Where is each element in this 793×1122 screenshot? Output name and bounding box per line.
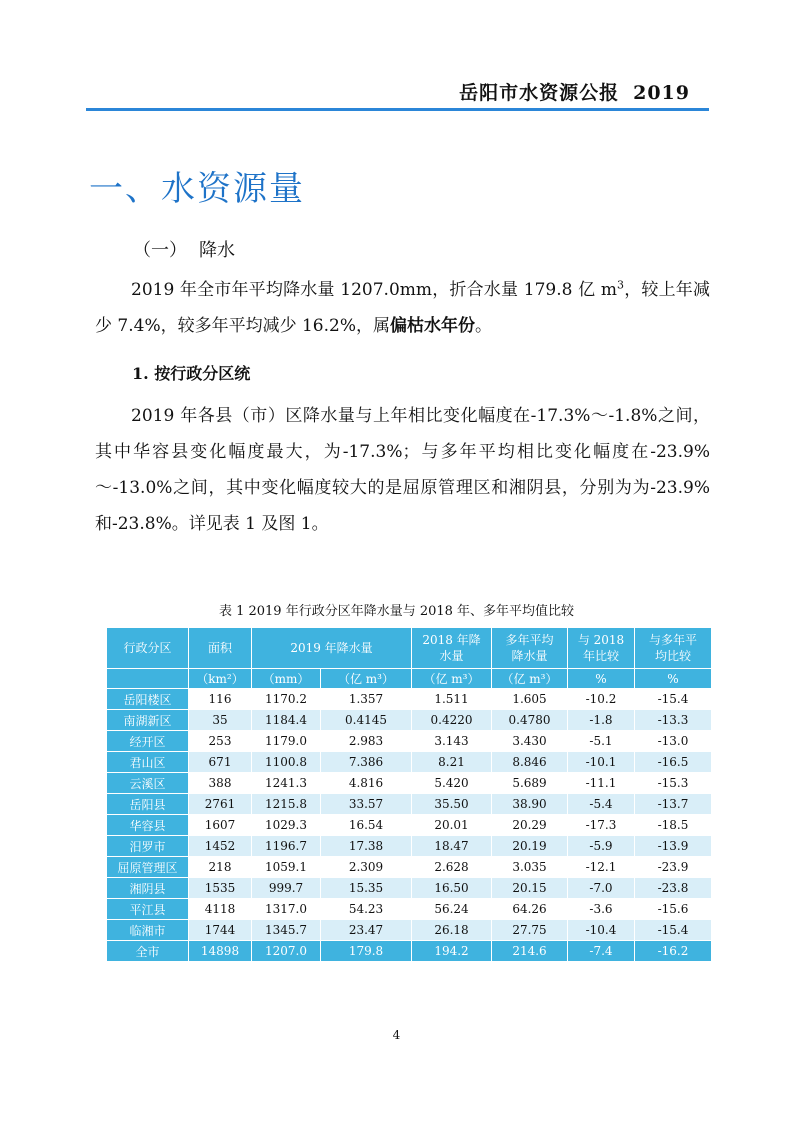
table-row [107,836,712,857]
region-name-cell: 岳阳楼区 [107,689,189,710]
value-cell: 2.309 [321,857,412,878]
value-cell: 2.628 [412,857,492,878]
value-cell: -3.6 [568,899,635,920]
header-area: 面积 [189,628,252,669]
header-year: 2019 [633,82,690,104]
value-cell: -15.4 [635,689,712,710]
header-rain-2018: 2018 年降 水量 [412,628,492,669]
table-total-row [107,941,712,962]
value-cell: -10.2 [568,689,635,710]
value-cell: 26.18 [412,920,492,941]
value-cell: 0.4220 [412,710,492,731]
region-name-cell: 临湘市 [107,920,189,941]
value-cell: 1744 [189,920,252,941]
value-cell: -16.5 [635,752,712,773]
value-cell: -11.1 [568,773,635,794]
value-cell: 18.47 [412,836,492,857]
value-cell: 1.605 [492,689,568,710]
value-cell: 1029.3 [252,815,321,836]
table-row [107,689,712,710]
value-cell: 218 [189,857,252,878]
header-title-text: 岳阳市水资源公报 [459,82,620,104]
value-cell: 5.689 [492,773,568,794]
table-caption: 表 1 2019 年行政分区年降水量与 2018 年、多年平均值比较 [218,604,575,619]
header-compare-average: 与多年平 均比较 [635,628,712,669]
value-cell: 35 [189,710,252,731]
unit-volume-average: （亿 m³） [492,669,568,689]
value-cell: 33.57 [321,794,412,815]
value-cell: 1452 [189,836,252,857]
value-cell: -10.4 [568,920,635,941]
value-cell: -5.9 [568,836,635,857]
table-row [107,710,712,731]
unit-mm: （mm） [252,669,321,689]
value-cell: 1241.3 [252,773,321,794]
region-name-cell: 华容县 [107,815,189,836]
header-rain-2019: 2019 年降水量 [252,628,412,669]
value-cell: 116 [189,689,252,710]
value-cell: 20.29 [492,815,568,836]
unit-percent-2018: % [568,669,635,689]
table-header-row [107,628,712,669]
total-cell: -16.2 [635,941,712,962]
table-row [107,794,712,815]
value-cell: 16.50 [412,878,492,899]
value-cell: 1.511 [412,689,492,710]
value-cell: 0.4780 [492,710,568,731]
value-cell: 3.430 [492,731,568,752]
value-cell: 8.846 [492,752,568,773]
table-row [107,773,712,794]
region-name-cell: 云溪区 [107,773,189,794]
value-cell: -15.3 [635,773,712,794]
total-cell: 全市 [107,941,189,962]
value-cell: 1535 [189,878,252,899]
value-cell: 64.26 [492,899,568,920]
value-cell: 23.47 [321,920,412,941]
value-cell: 1.357 [321,689,412,710]
value-cell: 5.420 [412,773,492,794]
table-unit-row [107,669,712,689]
para1-text-3: 。 [475,316,493,336]
unit-volume-2018: （亿 m³） [412,669,492,689]
value-cell: 20.01 [412,815,492,836]
table-row [107,752,712,773]
para1-text-2: ，较上年减少 7.4%，较多年平均减少 16.2%，属 [95,280,711,336]
value-cell: -18.5 [635,815,712,836]
header-divider [86,108,709,111]
total-cell: -7.4 [568,941,635,962]
value-cell: 15.35 [321,878,412,899]
section-title: 一、水资源量 [89,169,305,209]
value-cell: 1170.2 [252,689,321,710]
value-cell: 35.50 [412,794,492,815]
header-compare-2018: 与 2018 年比较 [568,628,635,669]
precipitation-comparison-table [106,627,712,962]
unit-volume-2019: （亿 m³） [321,669,412,689]
value-cell: -13.3 [635,710,712,731]
value-cell: -5.1 [568,731,635,752]
value-cell: 3.143 [412,731,492,752]
region-name-cell: 湘阴县 [107,878,189,899]
table-row [107,878,712,899]
value-cell: -5.4 [568,794,635,815]
header-multiyear-average: 多年平均 降水量 [492,628,568,669]
value-cell: 56.24 [412,899,492,920]
value-cell: 27.75 [492,920,568,941]
table-row [107,857,712,878]
value-cell: 388 [189,773,252,794]
total-cell: 14898 [189,941,252,962]
region-name-cell: 平江县 [107,899,189,920]
subsection-title [133,236,235,262]
value-cell: -12.1 [568,857,635,878]
value-cell: 1215.8 [252,794,321,815]
report-header-title [459,78,690,105]
region-name-cell: 经开区 [107,731,189,752]
para1-bold-term: 偏枯水年份 [390,316,476,336]
subsection-name: 降水 [199,240,235,261]
value-cell: -15.4 [635,920,712,941]
value-cell: 38.90 [492,794,568,815]
value-cell: 2.983 [321,731,412,752]
value-cell: 1345.7 [252,920,321,941]
header-region: 行政分区 [107,628,189,669]
total-cell: 214.6 [492,941,568,962]
table-row [107,731,712,752]
value-cell: 1607 [189,815,252,836]
value-cell: 1059.1 [252,857,321,878]
value-cell: -13.9 [635,836,712,857]
value-cell: -13.0 [635,731,712,752]
unit-region [107,669,189,689]
subsection-number: （一） [133,240,187,261]
value-cell: -15.6 [635,899,712,920]
value-cell: 4118 [189,899,252,920]
table-row [107,815,712,836]
total-cell: 179.8 [321,941,412,962]
value-cell: -1.8 [568,710,635,731]
para1-superscript: 3 [617,278,624,292]
unit-area: （km²） [189,669,252,689]
value-cell: 7.386 [321,752,412,773]
page-number: 4 [392,1028,401,1042]
value-cell: 3.035 [492,857,568,878]
table-row [107,899,712,920]
value-cell: 20.19 [492,836,568,857]
region-name-cell: 君山区 [107,752,189,773]
value-cell: 671 [189,752,252,773]
district-analysis-paragraph: 2019 年各县（市）区降水量与上年相比变化幅度在-17.3%～-1.8%之间，其中华容县变化幅度最大，为-17.3%；与多年平均相比变化幅度在-23.9%～-13.0%之间，其中变化幅度较大的是屈原管理区和湘阴县，分别为为-23.9%和-23.8%。详见表 1 及图 1。 [95,406,710,534]
precipitation-summary-paragraph [95,272,710,344]
value-cell: 0.4145 [321,710,412,731]
value-cell: 16.54 [321,815,412,836]
value-cell: -17.3 [568,815,635,836]
value-cell: 999.7 [252,878,321,899]
unit-percent-average: % [635,669,712,689]
region-name-cell: 屈原管理区 [107,857,189,878]
value-cell: 253 [189,731,252,752]
region-name-cell: 汨罗市 [107,836,189,857]
value-cell: 20.15 [492,878,568,899]
total-cell: 1207.0 [252,941,321,962]
value-cell: 1196.7 [252,836,321,857]
value-cell: 1317.0 [252,899,321,920]
table-row [107,920,712,941]
total-cell: 194.2 [412,941,492,962]
value-cell: -7.0 [568,878,635,899]
value-cell: 2761 [189,794,252,815]
value-cell: 1179.0 [252,731,321,752]
region-name-cell: 南湖新区 [107,710,189,731]
value-cell: 1100.8 [252,752,321,773]
item-title: 1. 按行政分区统 [132,364,251,383]
value-cell: 8.21 [412,752,492,773]
value-cell: 54.23 [321,899,412,920]
para1-text-1: 2019 年全市年平均降水量 1207.0mm，折合水量 179.8 亿 m [131,280,617,300]
value-cell: 4.816 [321,773,412,794]
value-cell: -10.1 [568,752,635,773]
value-cell: -13.7 [635,794,712,815]
value-cell: 17.38 [321,836,412,857]
region-name-cell: 岳阳县 [107,794,189,815]
value-cell: 1184.4 [252,710,321,731]
value-cell: -23.9 [635,857,712,878]
value-cell: -23.8 [635,878,712,899]
